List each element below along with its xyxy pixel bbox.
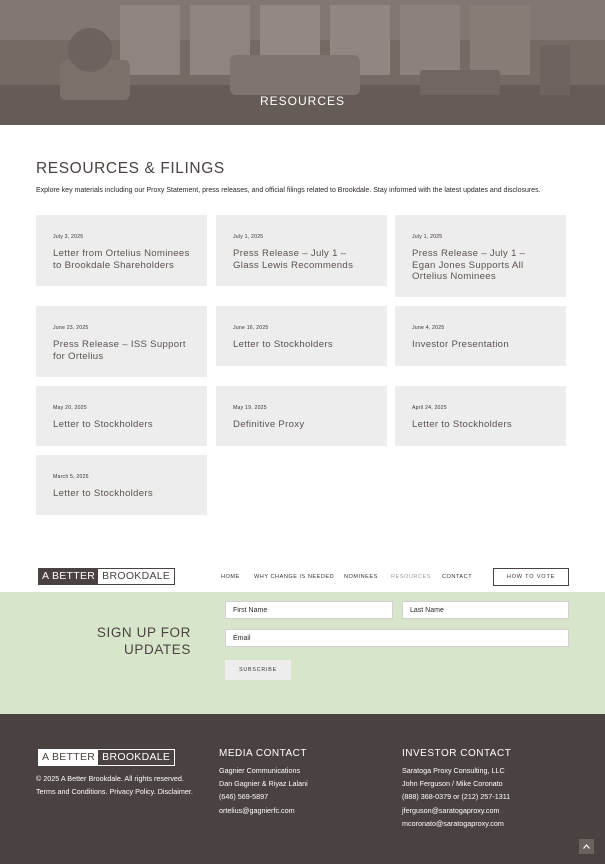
privacy-link[interactable]: Privacy Policy. [109, 787, 156, 796]
media-contact-line: Gagnier Communications [219, 766, 301, 775]
resource-card[interactable] [36, 215, 207, 286]
card-title[interactable]: Press Release – July 1 – Egan Jones Supports All Ortelius Nominees [412, 248, 526, 282]
footer-legal-links [36, 787, 193, 796]
resource-card[interactable] [216, 306, 387, 366]
back-to-top-button[interactable] [579, 839, 594, 854]
card-date: April 24, 2025 [412, 405, 447, 411]
disclaimer-link[interactable]: Disclaimer. [157, 787, 193, 796]
nav-home[interactable]: HOME [221, 574, 240, 580]
email-field[interactable]: Email [225, 629, 569, 647]
signup-title [97, 624, 191, 658]
footer-copyright: © 2025 A Better Brookdale. All rights reserved. [36, 774, 184, 783]
footer-logo-part-2: BROOKDALE [102, 751, 171, 763]
site-logo[interactable] [38, 568, 175, 585]
signup-title-line-1: SIGN UP FOR [96, 625, 191, 640]
card-date: March 5, 2025 [53, 474, 89, 480]
terms-link[interactable]: Terms and Conditions. [36, 787, 108, 796]
resource-card[interactable] [216, 386, 387, 446]
card-title[interactable]: Letter to Stockholders [53, 419, 153, 430]
resource-card[interactable] [36, 306, 207, 377]
card-date: May 19, 2025 [233, 405, 267, 411]
investor-contact-heading: INVESTOR CONTACT [402, 748, 512, 759]
nav-nominees[interactable]: NOMINEES [344, 574, 378, 580]
chevron-up-icon [583, 844, 590, 849]
nav-resources[interactable]: RESOURCES [391, 574, 431, 580]
hero-banner [0, 0, 605, 125]
nav-contact[interactable]: CONTACT [442, 574, 473, 580]
resource-card[interactable] [36, 455, 207, 515]
last-name-field[interactable]: Last Name [402, 601, 569, 619]
card-title[interactable]: Investor Presentation [412, 339, 509, 350]
resource-card[interactable] [395, 306, 566, 366]
how-to-vote-button[interactable]: HOW TO VOTE [493, 568, 569, 586]
investor-contact-line: John Ferguson / Mike Coronato [402, 779, 503, 788]
footer-logo-part-1: A BETTER [39, 750, 98, 765]
card-date: June 4, 2025 [412, 325, 445, 331]
card-date: June 16, 2025 [233, 325, 269, 331]
logo-part-2: BROOKDALE [98, 569, 174, 584]
card-title[interactable]: Letter from Ortelius Nominees to Brookdale Shareholders [53, 248, 190, 271]
media-contact-line: Dan Gagnier & Riyaz Lalani [219, 779, 308, 788]
media-contact-email[interactable]: ortelius@gagnierfc.com [219, 806, 295, 815]
resource-card[interactable] [395, 215, 566, 297]
subscribe-button[interactable]: SUBSCRIBE [225, 660, 291, 680]
media-contact-phone[interactable]: (646) 569-5897 [219, 792, 269, 801]
resource-card[interactable] [216, 215, 387, 286]
resource-card[interactable] [395, 386, 566, 446]
nav-why-change[interactable]: WHY CHANGE IS NEEDED [254, 574, 335, 580]
investor-contact-email[interactable]: mcoronato@saratogaproxy.com [402, 819, 504, 828]
footer-logo[interactable] [38, 749, 175, 766]
signup-title-line-2: UPDATES [124, 642, 191, 657]
card-title[interactable]: Letter to Stockholders [233, 339, 333, 350]
card-title[interactable]: Press Release – ISS Support for Ortelius [53, 339, 186, 362]
resource-card[interactable] [36, 386, 207, 446]
card-title[interactable]: Definitive Proxy [233, 419, 305, 430]
investor-contact-line: Saratoga Proxy Consulting, LLC [402, 766, 505, 775]
card-date: May 20, 2025 [53, 405, 87, 411]
card-date: July 1, 2025 [233, 234, 264, 240]
hero-title: RESOURCES [259, 94, 345, 108]
investor-contact-phone[interactable]: (888) 368-0379 or (212) 257-1311 [402, 792, 511, 801]
logo-part-1: A BETTER [39, 569, 98, 584]
card-date: July 1, 2025 [412, 234, 443, 240]
card-date: July 3, 2025 [53, 234, 84, 240]
card-title[interactable]: Letter to Stockholders [53, 488, 153, 499]
first-name-field[interactable]: First Name [225, 601, 393, 619]
section-description: Explore key materials including our Proxy Statement, press releases, and official filings related to Brookdale. Stay informed with the latest updates and disclosures. [36, 187, 541, 194]
investor-contact-email[interactable]: jferguson@saratogaproxy.com [402, 806, 500, 815]
card-title[interactable]: Letter to Stockholders [412, 419, 512, 430]
media-contact-heading: MEDIA CONTACT [219, 748, 307, 759]
card-date: June 23, 2025 [53, 325, 89, 331]
section-title: RESOURCES & FILINGS [36, 160, 225, 177]
card-title[interactable]: Press Release – July 1 – Glass Lewis Recommends [233, 248, 354, 271]
